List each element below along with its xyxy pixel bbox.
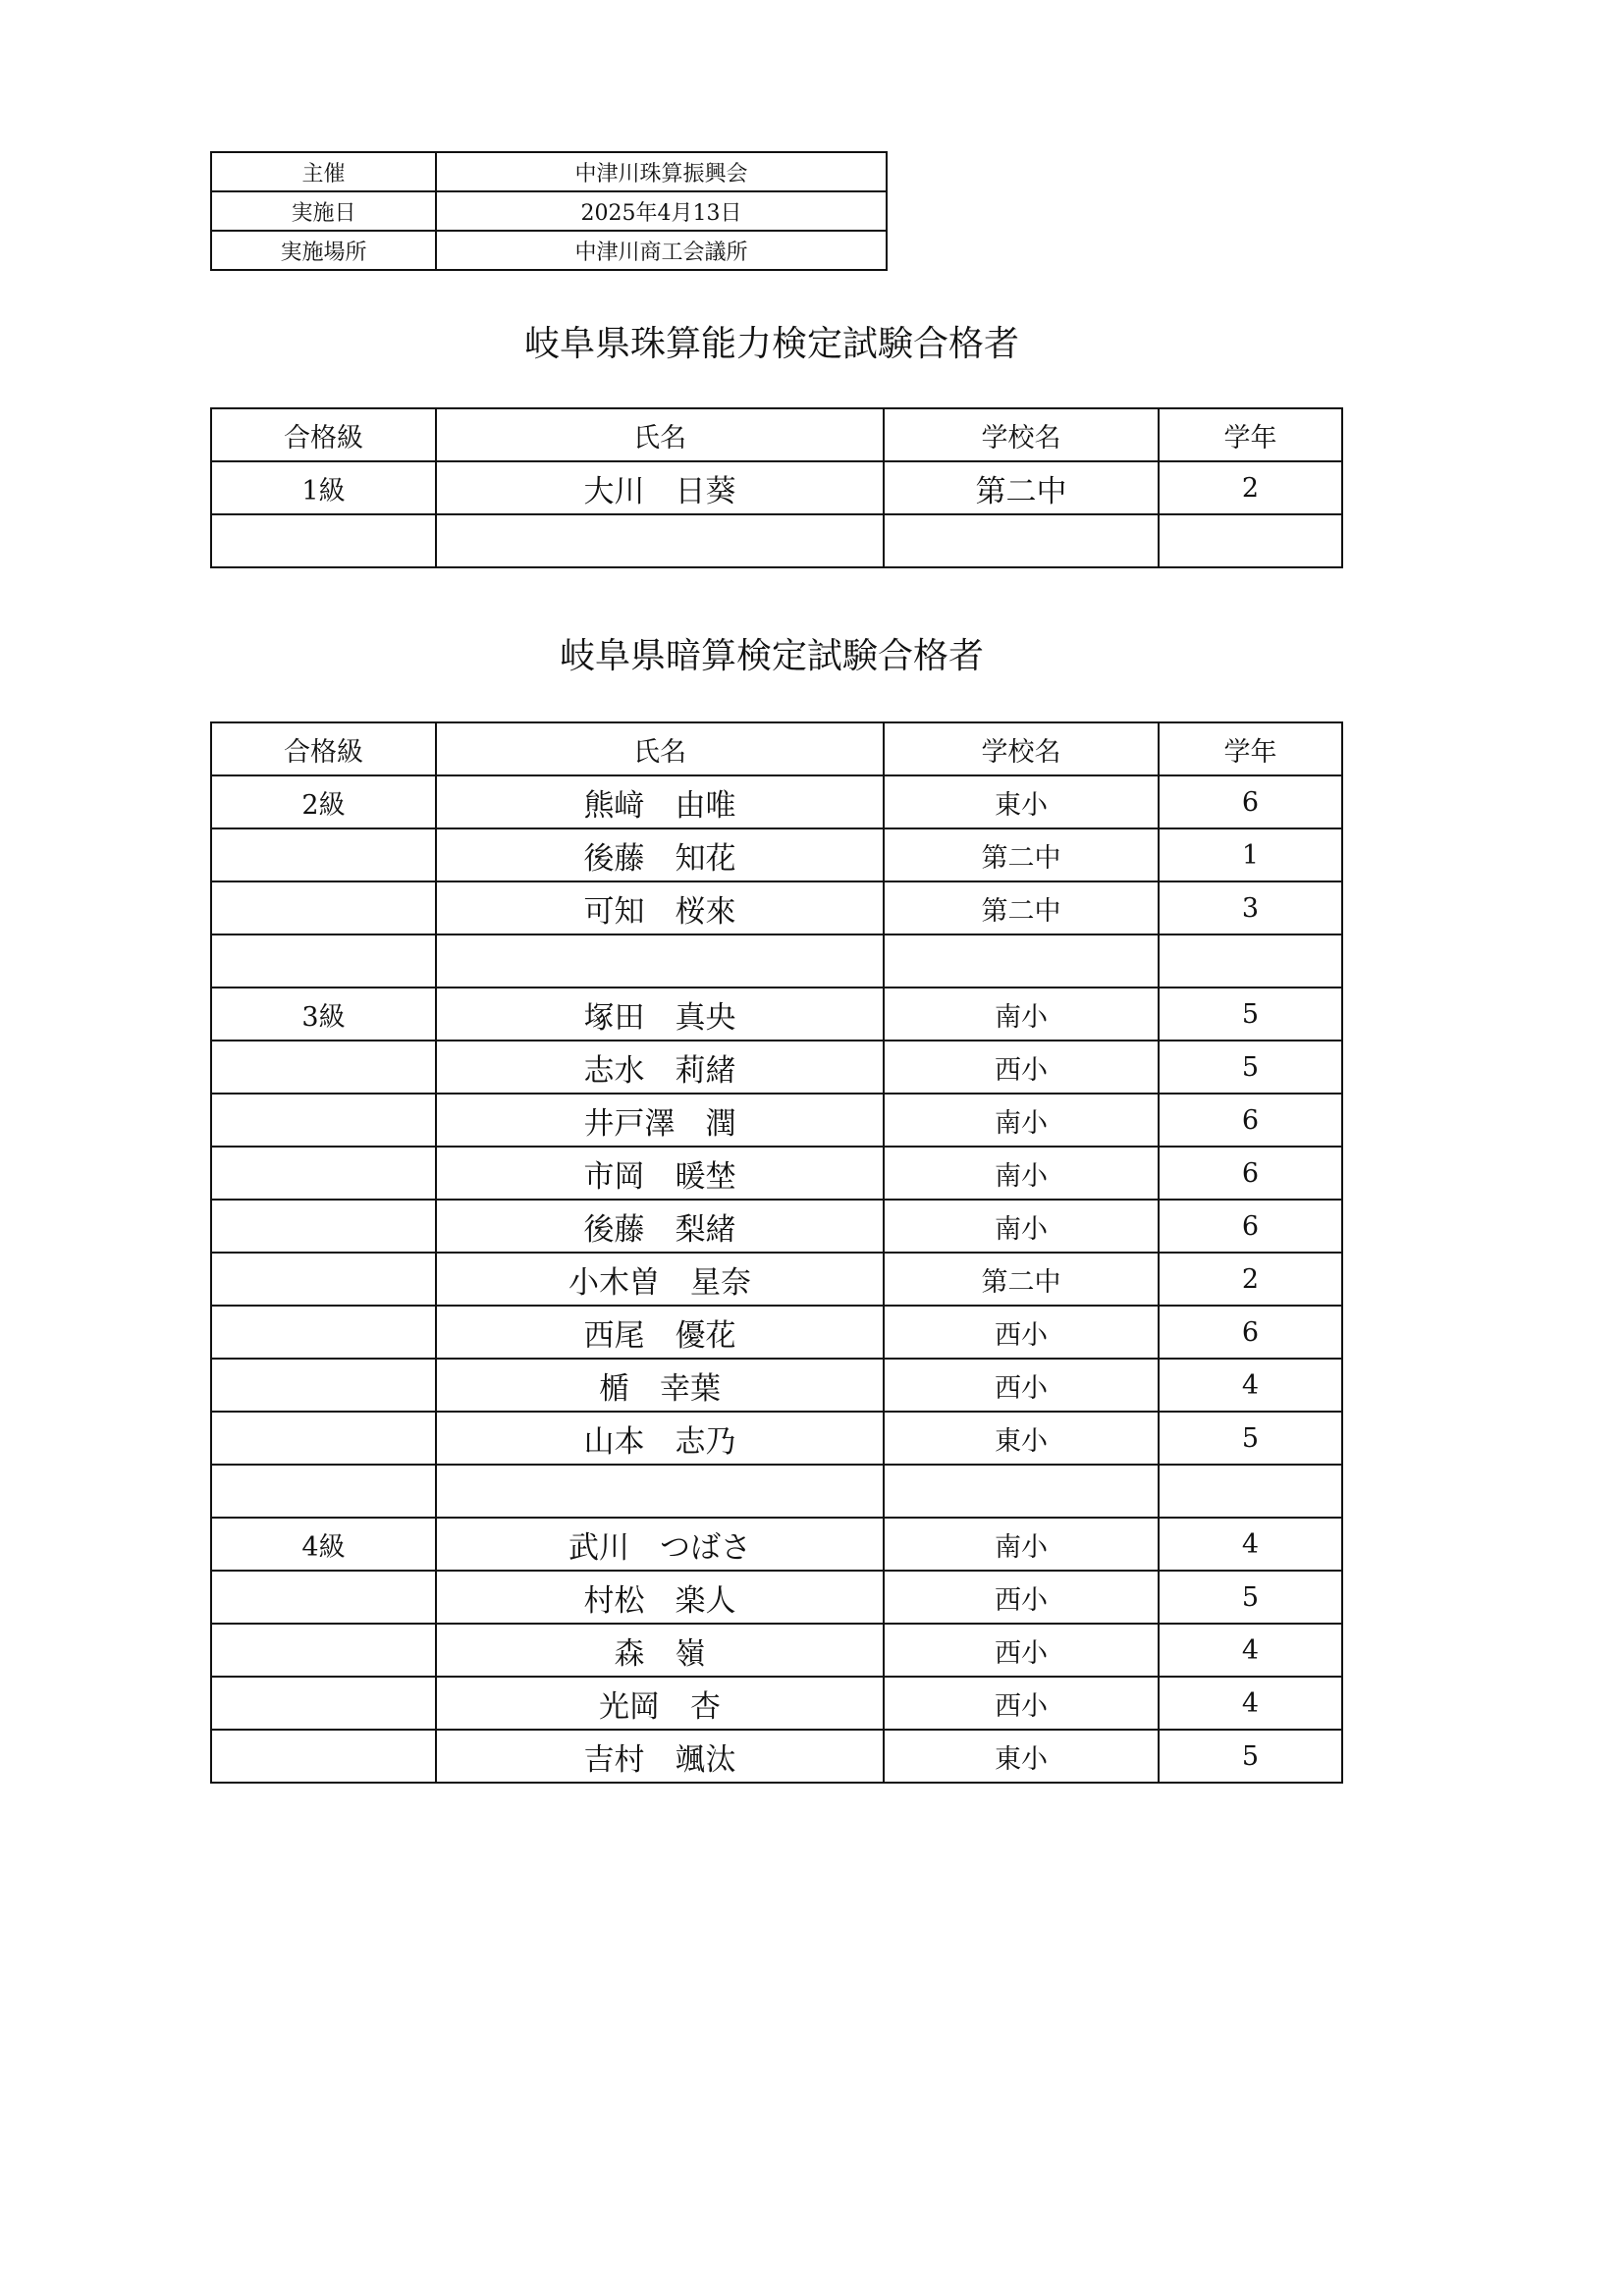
table-row	[211, 1677, 1342, 1730]
year-cell: 5	[1159, 1041, 1342, 1094]
table-row	[211, 1094, 1342, 1147]
school-cell: 西小	[884, 1041, 1159, 1094]
year-cell: 4	[1159, 1677, 1342, 1730]
table-row	[211, 775, 1342, 828]
table-row	[211, 514, 1342, 567]
year-cell	[1159, 514, 1342, 567]
name-cell	[436, 934, 884, 988]
table-row	[211, 1041, 1342, 1094]
grade-header: 合格級	[211, 722, 436, 775]
year-cell: 6	[1159, 1094, 1342, 1147]
grade-cell	[211, 1041, 436, 1094]
year-cell: 5	[1159, 1571, 1342, 1624]
name-cell: 井戸澤 潤	[436, 1094, 884, 1147]
name-cell: 森 嶺	[436, 1624, 884, 1677]
name-cell: 吉村 颯汰	[436, 1730, 884, 1783]
name-cell: 光岡 杏	[436, 1677, 884, 1730]
grade-cell	[211, 828, 436, 881]
mental-calc-results-table	[210, 721, 1343, 1784]
year-cell: 6	[1159, 1200, 1342, 1253]
header-row	[211, 722, 1342, 775]
year-header: 学年	[1159, 408, 1342, 461]
table-row	[211, 1359, 1342, 1412]
name-cell: 村松 楽人	[436, 1571, 884, 1624]
school-cell: 西小	[884, 1624, 1159, 1677]
school-cell	[884, 1465, 1159, 1518]
year-cell: 5	[1159, 988, 1342, 1041]
name-header: 氏名	[436, 722, 884, 775]
year-cell	[1159, 1465, 1342, 1518]
table-row	[211, 828, 1342, 881]
school-cell: 東小	[884, 775, 1159, 828]
grade-cell	[211, 1359, 436, 1412]
info-row	[211, 191, 887, 231]
year-cell: 6	[1159, 775, 1342, 828]
grade-cell: 4級	[211, 1518, 436, 1571]
grade-cell	[211, 1306, 436, 1359]
name-cell: 可知 桜來	[436, 881, 884, 934]
grade-cell: 1級	[211, 461, 436, 514]
school-cell: 東小	[884, 1730, 1159, 1783]
table-row	[211, 988, 1342, 1041]
year-cell: 2	[1159, 1253, 1342, 1306]
school-cell: 西小	[884, 1571, 1159, 1624]
grade-cell	[211, 1465, 436, 1518]
year-cell: 4	[1159, 1359, 1342, 1412]
grade-cell	[211, 514, 436, 567]
abacus-exam-title: 岐阜県珠算能力検定試験合格者	[523, 324, 1019, 364]
name-cell: 小木曽 星奈	[436, 1253, 884, 1306]
school-cell	[884, 514, 1159, 567]
table-row	[211, 461, 1342, 514]
grade-cell	[211, 1571, 436, 1624]
grade-cell	[211, 1094, 436, 1147]
school-header: 学校名	[884, 408, 1159, 461]
name-cell: 楯 幸葉	[436, 1359, 884, 1412]
school-cell: 第二中	[884, 461, 1159, 514]
school-cell: 東小	[884, 1412, 1159, 1465]
table-row	[211, 1412, 1342, 1465]
school-cell: 南小	[884, 1094, 1159, 1147]
name-cell	[436, 514, 884, 567]
grade-cell: 2級	[211, 775, 436, 828]
year-cell: 2	[1159, 461, 1342, 514]
table-row	[211, 1465, 1342, 1518]
table-row	[211, 1306, 1342, 1359]
name-cell: 塚田 真央	[436, 988, 884, 1041]
header-row	[211, 408, 1342, 461]
year-cell: 4	[1159, 1518, 1342, 1571]
info-value: 中津川珠算振興会	[436, 152, 887, 191]
grade-cell	[211, 1624, 436, 1677]
school-cell: 南小	[884, 1518, 1159, 1571]
info-row	[211, 231, 887, 270]
info-label: 主催	[211, 152, 436, 191]
school-cell: 南小	[884, 988, 1159, 1041]
table-row	[211, 1624, 1342, 1677]
school-cell: 西小	[884, 1359, 1159, 1412]
school-cell: 西小	[884, 1677, 1159, 1730]
year-cell: 3	[1159, 881, 1342, 934]
name-cell: 後藤 知花	[436, 828, 884, 881]
name-cell: 後藤 梨緒	[436, 1200, 884, 1253]
year-header: 学年	[1159, 722, 1342, 775]
school-header: 学校名	[884, 722, 1159, 775]
table-row	[211, 1147, 1342, 1200]
name-cell: 武川 つばさ	[436, 1518, 884, 1571]
table-row	[211, 881, 1342, 934]
grade-cell	[211, 1730, 436, 1783]
grade-cell	[211, 881, 436, 934]
info-label: 実施場所	[211, 231, 436, 270]
table-row	[211, 1730, 1342, 1783]
year-cell	[1159, 934, 1342, 988]
table-row	[211, 1518, 1342, 1571]
year-cell: 6	[1159, 1306, 1342, 1359]
school-cell: 南小	[884, 1147, 1159, 1200]
grade-cell	[211, 1412, 436, 1465]
table-row	[211, 1200, 1342, 1253]
abacus-results-table	[210, 407, 1343, 568]
info-label: 実施日	[211, 191, 436, 231]
grade-cell	[211, 1200, 436, 1253]
grade-cell	[211, 1677, 436, 1730]
name-header: 氏名	[436, 408, 884, 461]
grade-header: 合格級	[211, 408, 436, 461]
year-cell: 5	[1159, 1412, 1342, 1465]
info-row	[211, 152, 887, 191]
school-cell: 第二中	[884, 881, 1159, 934]
name-cell: 大川 日葵	[436, 461, 884, 514]
school-cell	[884, 934, 1159, 988]
school-cell: 南小	[884, 1200, 1159, 1253]
mental-calc-exam-title: 岐阜県暗算検定試験合格者	[559, 636, 984, 676]
name-cell	[436, 1465, 884, 1518]
grade-cell	[211, 1253, 436, 1306]
school-cell: 第二中	[884, 828, 1159, 881]
school-cell: 西小	[884, 1306, 1159, 1359]
event-info-table	[210, 151, 888, 271]
name-cell: 西尾 優花	[436, 1306, 884, 1359]
year-cell: 4	[1159, 1624, 1342, 1677]
grade-cell	[211, 1147, 436, 1200]
name-cell: 熊﨑 由唯	[436, 775, 884, 828]
name-cell: 志水 莉緒	[436, 1041, 884, 1094]
grade-cell: 3級	[211, 988, 436, 1041]
table-row	[211, 1571, 1342, 1624]
info-value: 2025年4月13日	[436, 191, 887, 231]
school-cell: 第二中	[884, 1253, 1159, 1306]
table-row	[211, 934, 1342, 988]
name-cell: 山本 志乃	[436, 1412, 884, 1465]
year-cell: 6	[1159, 1147, 1342, 1200]
year-cell: 1	[1159, 828, 1342, 881]
year-cell: 5	[1159, 1730, 1342, 1783]
info-value: 中津川商工会議所	[436, 231, 887, 270]
table-row	[211, 1253, 1342, 1306]
grade-cell	[211, 934, 436, 988]
name-cell: 市岡 暖埜	[436, 1147, 884, 1200]
